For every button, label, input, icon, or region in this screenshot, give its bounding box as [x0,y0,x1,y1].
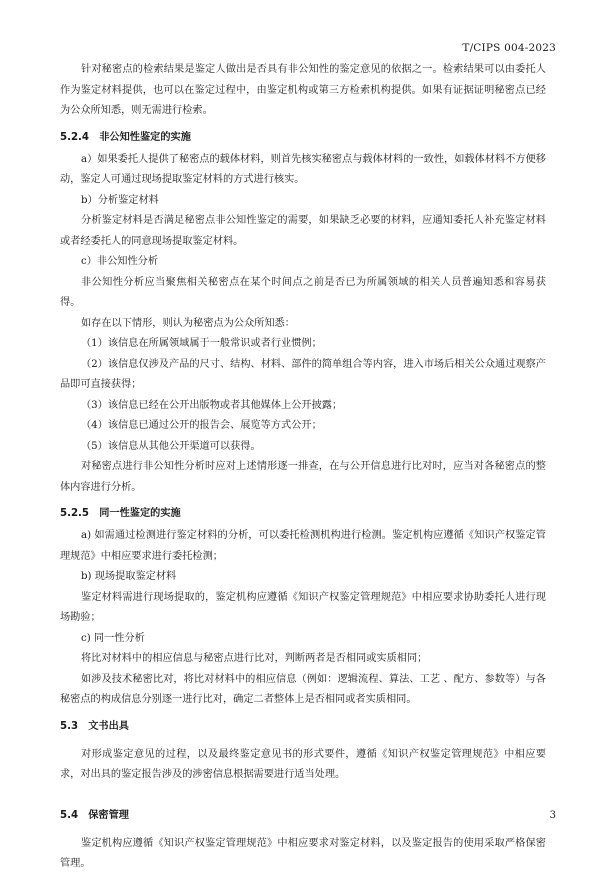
section-5-4-heading: 5.4 保密管理 [60,809,129,821]
s525-item-a: a) 如需通过检测进行鉴定材料的分析，可以委托检测机构进行检测。鉴定机构应遵循《知识产权鉴定管理规范》中相应要求进行委托检测； [60,530,546,562]
s524-item-b-title: b）分析鉴定材料 [81,194,159,206]
page-number: 3 [549,810,556,821]
list-item: （2）该信息仅涉及产品的尺寸、结构、材料、部件的简单组合等内容，进入市场后相关公众通过观察产品即可直接获得； [60,358,546,390]
s524-item-b-text: 分析鉴定材料是否满足秘密点非公知性鉴定的需要，如果缺乏必要的材料，应通知委托人补充鉴定材料或者经委托人的同意现场提取鉴定材料。 [60,215,546,247]
page-content [60,60,546,875]
section-5-2-5-heading: 5.2.5 同一性鉴定的实施 [60,508,181,519]
s54-text: 鉴定机构应遵循《知识产权鉴定管理规范》中相应要求对鉴定材料，以及鉴定报告的使用采取严格保密管理。 [60,837,546,869]
s525-item-b-title: b) 现场提取鉴定材料 [81,571,177,582]
document-code: T/CIPS 004-2023 [462,42,556,54]
section-5-3-heading: 5.3 文书出具 [60,720,129,732]
s525-item-c-title: c) 同一性分析 [81,632,145,644]
list-item: （1）该信息在所属领域属于一般常识或者行业惯例； [81,338,322,349]
s524-item-c-title: c）非公知性分析 [81,256,159,267]
list-item: （5）该信息从其他公开渠道可以获得。 [81,440,261,452]
s525-item-b-text: 鉴定材料需进行现场提取的，鉴定机构应遵循《知识产权鉴定管理规范》中相应要求协助委托人进行现场勘验； [60,591,546,623]
s524-item-c-text: 非公知性分析应当聚焦相关秘密点在某个时间点之前是否已为所属领域的相关人员普遍知悉和容易获得。 [60,276,546,308]
s524-closing: 对秘密点进行非公知性分析时应对上述情形逐一排查，在与公开信息进行比对时，应当对各秘密点的整体内容进行分析。 [60,461,546,493]
s524-item-c-lead: 如存在以下情形，则认为秘密点为公众所知悉： [81,317,295,329]
s53-text: 对形成鉴定意见的过程，以及最终鉴定意见书的形式要件，遵循《知识产权鉴定管理规范》中相应要求，对出具的鉴定报告涉及的涉密信息根据需要进行适当处理。 [60,748,546,780]
list-item: （4）该信息已通过公开的报告会、展览等方式公开； [81,420,322,431]
section-5-2-4-heading: 5.2.4 非公知性鉴定的实施 [60,131,191,143]
s525-item-c-text2: 如涉及技术秘密比对，将比对材料中的相应信息（例如：逻辑流程、算法、工艺 、配方、参数等）与各秘密点的构成信息分别逐一进行比对，确定二者整体上是否相同或者实质相同。 [60,673,546,705]
s524-item-a: a）如果委托人提供了秘密点的载体材料，则首先核实秘密点与载体材料的一致性，如载体材料不方便移动，鉴定人可通过现场提取鉴定材料的方式进行核实。 [60,153,546,185]
s525-item-c-text1: 将比对材料中的相应信息与秘密点进行比对，判断两者是否相同或实质相同； [81,653,428,664]
intro-paragraph: 针对秘密点的检索结果是鉴定人做出是否具有非公知性的鉴定意见的依据之一。检索结果可以由委托人作为鉴定材料提供，也可以在鉴定过程中，由鉴定机构或第三方检索机构提供。如果有证据证明秘密点已经为公众所知悉，则无需进行检索。 [60,64,546,116]
list-item: （3）该信息已经在公开出版物或者其他媒体上公开披露； [81,399,343,411]
